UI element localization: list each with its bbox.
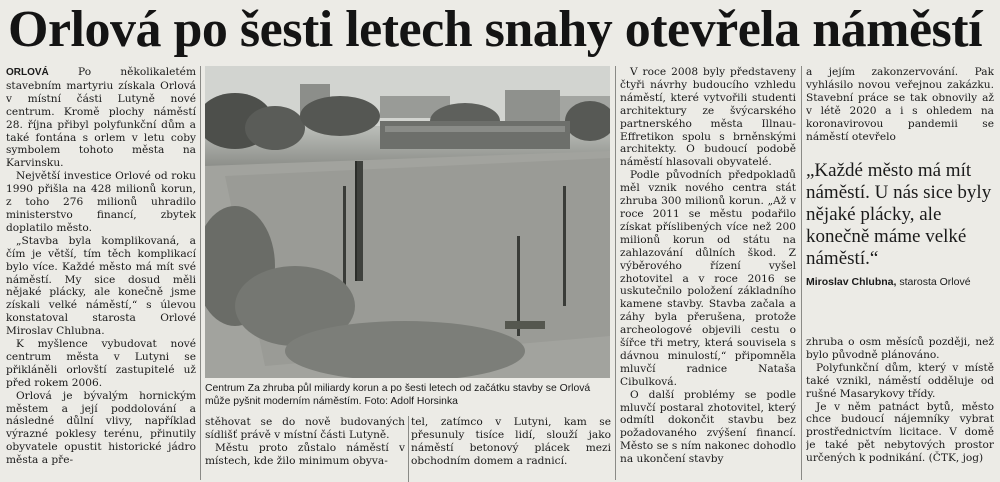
- pull-quote-text: „Každé město má mít náměstí. U nás sice byly nějaké plácky, ale konečně máme velké náměstí.“: [806, 160, 992, 269]
- dateline: ORLOVÁ: [6, 67, 49, 78]
- paragraph: stěhovat se do nově budovaných sídlišť právě v místní části Lutyně.: [205, 416, 405, 441]
- paragraph: V roce 2008 byly představeny čtyři návrhy budoucího vzhledu náměstí, které vytvořili studenti architektury ze švýcarského partnerského města Illnau-Effretikon spolu s brněnskými architekty. O budoucí podobě náměstí hlasovali obyvatelé.: [620, 66, 796, 169]
- pull-quote-role: starosta Orlové: [896, 276, 971, 288]
- photo-caption: Centrum Za zhruba půl miliardy korun a po šesti letech od začátku stavby se Orlová může pyšnit moderním náměstím. Foto: Adolf Horsinka: [205, 383, 591, 407]
- lead-paragraph: [6, 66, 196, 170]
- column-divider: [200, 66, 201, 480]
- article-column-4-continuation: [806, 336, 994, 482]
- pull-quote-name: Miroslav Chlubna,: [806, 276, 897, 288]
- paragraph: zhruba o osm měsíců později, než bylo původně plánováno.: [806, 336, 994, 361]
- paragraph: „Stavba byla komplikovaná, a čím je větší, tím těch komplikací bylo více. Každé město má mít své náměstí. My sice dosud měli nějaké plácky, ale konečně jsme získali velké náměstí,“ s úlevou konstatoval starosta Orlové Miroslav Chlubna.: [6, 234, 196, 338]
- paragraph: Městu proto zůstalo náměstí v místech, kde žilo minimum obyva-: [205, 441, 405, 467]
- lead-text: Po několikaletém stavebním martyriu získala Orlová v místní části Lutyně nové centrum. Kromě plochy náměstí 28. října přibyl polyfunkční dům a také fontána s orlem v letu coby symbolem tohoto města na Karvinsku.: [6, 66, 196, 170]
- paragraph: K myšlence vybudovat nové centrum města v Lutyni se přikláněli orlovští zastupitelé už před rokem 2006.: [6, 338, 196, 389]
- article-column-4: [806, 66, 994, 152]
- pull-quote: [806, 160, 994, 336]
- paragraph: Je v něm patnáct bytů, město chce budoucí nájemníky vybrat prostřednictvím licitace. V domě je také pět nebytových prostor určených k podnikání. (ČTK, jog): [806, 400, 994, 465]
- paragraph: Největší investice Orlové od roku 1990 přišla na 428 milionů korun, z toho 276 milionů uhradilo ministerstvo financí, zbytek doplatilo město.: [6, 170, 196, 234]
- article-column-2-continuation: [205, 416, 405, 482]
- paragraph: O další problémy se podle mluvčí postaral zhotovitel, který odmítl dokončit stavbu bez požadovaného zvýšení financí. Město se s ním nakonec dohodlo na ukončení stavby: [620, 388, 796, 466]
- article-column-1: [6, 66, 196, 480]
- square-photo-image: [205, 66, 610, 378]
- pull-quote-attribution: [806, 276, 994, 289]
- paragraph: a jejím zakonzervování. Pak vyhlásilo novou veřejnou zakázku. Stavební práce se tak obnovily až v létě 2020 a i s ohledem na koronavirovou pandemii se náměstí otevřelo: [806, 66, 994, 143]
- paragraph: Polyfunkční dům, který v místě také vznikl, náměstí odděluje od rušné Masarykovy třídy.: [806, 361, 994, 400]
- paragraph: tel, zatímco v Lutyni, kam se přesunuly tisíce lidí, slouží jako náměstí betonový plácek mezi obchodním domem a radnicí.: [411, 416, 611, 467]
- article-column-3: [620, 66, 796, 480]
- paragraph: Orlová je bývalým hornickým městem a její poddolování a následné důlní vlivy, například výrazné poklesy terénu, přinutily obyvatele opustit historické jádro města a pře-: [6, 389, 196, 467]
- article-column-3-continuation: [411, 416, 611, 482]
- column-divider: [801, 66, 802, 480]
- column-divider: [408, 416, 409, 482]
- column-divider: [615, 66, 616, 480]
- square-photo: [205, 66, 610, 378]
- paragraph: Podle původních předpokladů měl vznik nového centra stát zhruba 300 milionů korun. „Až v roce 2011 se městu podařilo získat příslibených více než 200 milionů korun od státu na zahlazování důlních škod. Z výběrového řízení vyšel zhotovitel a v roce 2016 se uskutečnilo položení základního kamene stavby. Stavba začala a záhy byla přerušena, protože archeologové objevili cestu o šířce tři metry, která souvisela s dávnou minulostí,“ připomněla mluvčí radnice Nataša Cibulková.: [620, 169, 796, 388]
- headline: Orlová po šesti letech snahy otevřela náměstí: [8, 1, 983, 58]
